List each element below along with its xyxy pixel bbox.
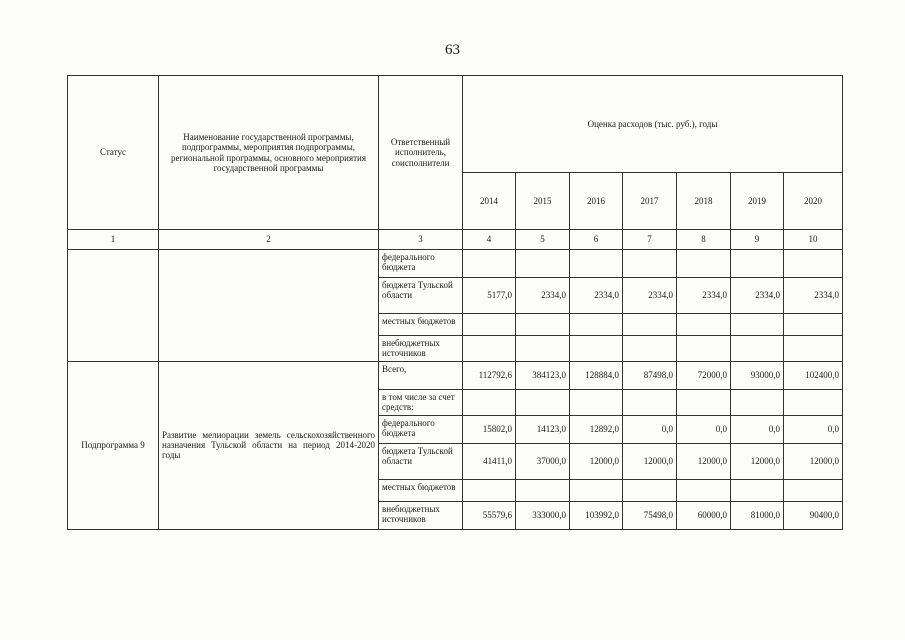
value-cell — [784, 336, 843, 362]
value-cell — [784, 314, 843, 336]
value-cell — [784, 479, 843, 501]
costs-header: Оценка расходов (тыс. руб.), годы — [463, 76, 843, 173]
subprogram-name: Развитие мелиорации земель сельскохозяйственного назначения Тульской области на период 2014-2020 годы — [159, 361, 379, 529]
header-row — [68, 76, 843, 173]
value-cell: 93000,0 — [731, 361, 784, 389]
column-number: 3 — [379, 230, 463, 250]
value-cell: 60000,0 — [677, 501, 731, 529]
value-cell: 0,0 — [623, 415, 677, 443]
value-cell: 102400,0 — [784, 361, 843, 389]
funding-source: федерального бюджета — [379, 415, 463, 443]
value-cell — [463, 479, 516, 501]
value-cell: 103992,0 — [570, 501, 623, 529]
value-cell — [570, 314, 623, 336]
value-cell: 2334,0 — [570, 278, 623, 314]
value-cell — [516, 250, 570, 278]
value-cell: 90400,0 — [784, 501, 843, 529]
name-cell-empty — [159, 250, 379, 362]
value-cell — [623, 314, 677, 336]
value-cell — [731, 336, 784, 362]
value-cell — [623, 250, 677, 278]
column-number: 2 — [159, 230, 379, 250]
value-cell: 72000,0 — [677, 361, 731, 389]
column-number-row — [68, 230, 843, 250]
value-cell — [570, 250, 623, 278]
value-cell — [516, 336, 570, 362]
name-header: Наименование государственной программы, подпрограммы, мероприятия подпрограммы, региональной программы, основного мероприятия государственной программы — [159, 76, 379, 230]
year-header: 2017 — [623, 173, 677, 230]
value-cell — [463, 314, 516, 336]
budget-table — [67, 75, 843, 530]
funding-source: местных бюджетов — [379, 314, 463, 336]
value-cell — [677, 389, 731, 415]
year-header: 2015 — [516, 173, 570, 230]
value-cell — [463, 389, 516, 415]
value-cell: 0,0 — [677, 415, 731, 443]
value-cell: 87498,0 — [623, 361, 677, 389]
funding-source: бюджета Тульской области — [379, 443, 463, 479]
year-header: 2020 — [784, 173, 843, 230]
value-cell: 12000,0 — [570, 443, 623, 479]
value-cell — [570, 389, 623, 415]
value-cell — [677, 250, 731, 278]
value-cell: 2334,0 — [623, 278, 677, 314]
value-cell — [463, 336, 516, 362]
value-cell — [731, 389, 784, 415]
value-cell — [677, 314, 731, 336]
year-header: 2019 — [731, 173, 784, 230]
column-number: 8 — [677, 230, 731, 250]
value-cell: 333000,0 — [516, 501, 570, 529]
funding-source: Всего, — [379, 361, 463, 389]
table-row — [68, 361, 843, 389]
funding-source: бюджета Тульской области — [379, 278, 463, 314]
value-cell — [677, 336, 731, 362]
value-cell: 2334,0 — [677, 278, 731, 314]
value-cell — [570, 336, 623, 362]
value-cell — [570, 479, 623, 501]
column-number: 5 — [516, 230, 570, 250]
value-cell: 81000,0 — [731, 501, 784, 529]
funding-source: в том числе за счет средств: — [379, 389, 463, 415]
funding-source: внебюджетных источников — [379, 336, 463, 362]
column-number: 10 — [784, 230, 843, 250]
value-cell: 55579,6 — [463, 501, 516, 529]
funding-source: внебюджетных источников — [379, 501, 463, 529]
year-header: 2018 — [677, 173, 731, 230]
value-cell: 14123,0 — [516, 415, 570, 443]
page-number: 63 — [445, 42, 460, 58]
column-number: 4 — [463, 230, 516, 250]
year-header: 2016 — [570, 173, 623, 230]
status-cell-empty — [68, 250, 159, 362]
column-number: 6 — [570, 230, 623, 250]
subprogram-status: Подпрограмма 9 — [68, 361, 159, 529]
value-cell — [623, 389, 677, 415]
value-cell: 12000,0 — [623, 443, 677, 479]
value-cell: 12000,0 — [677, 443, 731, 479]
value-cell — [623, 336, 677, 362]
value-cell: 5177,0 — [463, 278, 516, 314]
value-cell — [731, 250, 784, 278]
column-number: 1 — [68, 230, 159, 250]
value-cell: 12000,0 — [731, 443, 784, 479]
value-cell: 12000,0 — [784, 443, 843, 479]
value-cell: 41411,0 — [463, 443, 516, 479]
table-row — [68, 250, 843, 278]
value-cell: 0,0 — [784, 415, 843, 443]
value-cell: 2334,0 — [784, 278, 843, 314]
status-header: Статус — [68, 76, 159, 230]
value-cell — [623, 479, 677, 501]
value-cell: 12892,0 — [570, 415, 623, 443]
value-cell — [677, 479, 731, 501]
value-cell — [784, 389, 843, 415]
value-cell: 112792,6 — [463, 361, 516, 389]
year-header: 2014 — [463, 173, 516, 230]
value-cell: 384123,0 — [516, 361, 570, 389]
value-cell: 75498,0 — [623, 501, 677, 529]
column-number: 7 — [623, 230, 677, 250]
column-number: 9 — [731, 230, 784, 250]
value-cell — [784, 250, 843, 278]
funding-source: местных бюджетов — [379, 479, 463, 501]
value-cell: 15802,0 — [463, 415, 516, 443]
value-cell — [731, 479, 784, 501]
value-cell: 2334,0 — [516, 278, 570, 314]
value-cell — [463, 250, 516, 278]
executor-header: Ответственный исполнитель, соисполнители — [379, 76, 463, 230]
value-cell: 128884,0 — [570, 361, 623, 389]
value-cell — [516, 314, 570, 336]
value-cell — [516, 479, 570, 501]
value-cell — [731, 314, 784, 336]
value-cell: 2334,0 — [731, 278, 784, 314]
value-cell: 37000,0 — [516, 443, 570, 479]
funding-source: федерального бюджета — [379, 250, 463, 278]
value-cell: 0,0 — [731, 415, 784, 443]
value-cell — [516, 389, 570, 415]
